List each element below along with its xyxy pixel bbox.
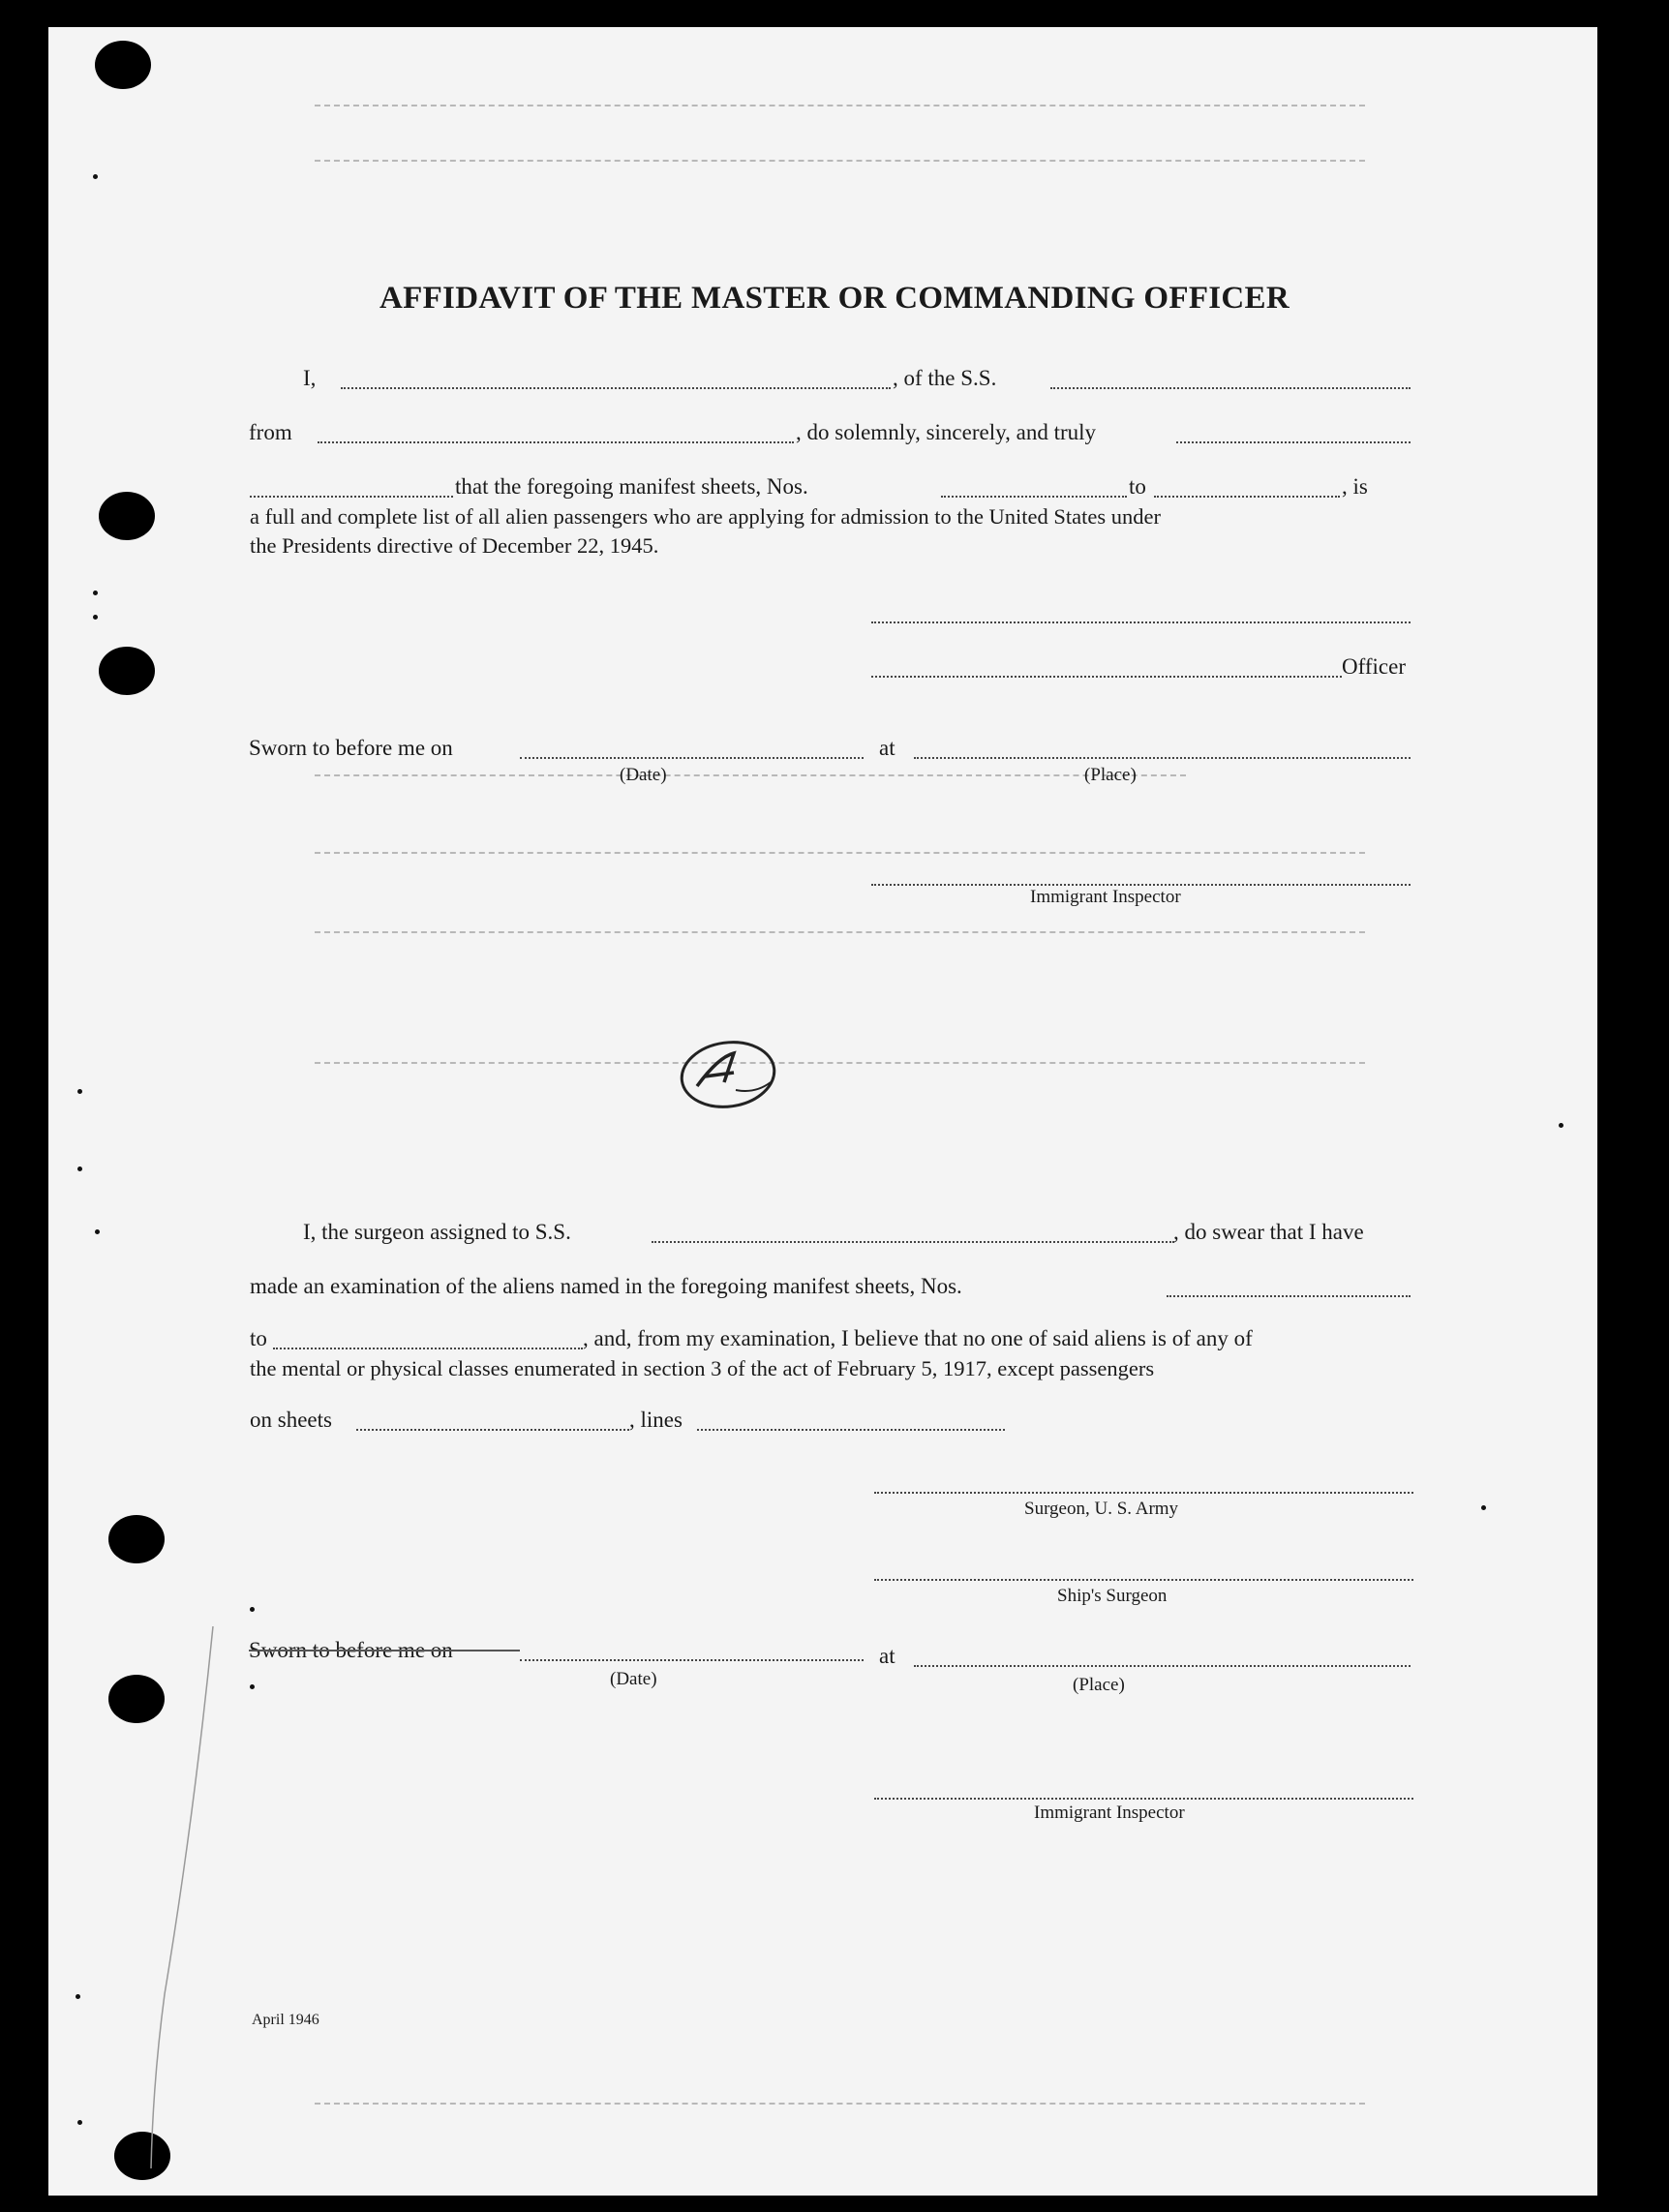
speck — [1481, 1505, 1486, 1510]
show-through-line — [315, 774, 1186, 776]
army-surgeon-label: Surgeon, U. S. Army — [1024, 1499, 1179, 1519]
speck — [77, 2120, 82, 2125]
show-through-line — [315, 931, 1365, 933]
sworn1-place-blank[interactable] — [914, 757, 1411, 759]
page-title: AFFIDAVIT OF THE MASTER OR COMMANDING OFFICER — [379, 281, 1290, 316]
speck — [93, 591, 98, 595]
show-through-line — [315, 105, 1365, 106]
show-through-line — [315, 160, 1365, 162]
circled-letter-text: A — [734, 1103, 736, 1105]
ship-surgeon-signature-blank[interactable] — [874, 1579, 1413, 1581]
speck — [77, 1167, 82, 1171]
show-through-line — [315, 852, 1365, 854]
master-line2-swear: , do solemnly, sincerely, and truly — [796, 420, 1097, 444]
punch-hole — [99, 492, 155, 540]
master-line1-i: I, — [303, 366, 317, 390]
speck — [76, 1994, 80, 1999]
sworn2-date-blank[interactable] — [520, 1659, 864, 1661]
manifest-to-blank[interactable] — [1154, 496, 1340, 498]
officer-label: Officer — [1342, 654, 1406, 679]
surgeon-line2: made an examination of the aliens named in the foregoing manifest sheets, Nos. — [250, 1274, 962, 1298]
master-line3-that: that the foregoing manifest sheets, Nos. — [455, 474, 808, 499]
torn-edge-mark — [145, 1626, 223, 2168]
punch-hole — [99, 647, 155, 695]
oath-verb-blank-2[interactable] — [250, 496, 453, 498]
sworn2-at: at — [879, 1644, 895, 1668]
surgeon-line5-sheets: on sheets — [250, 1408, 332, 1432]
sworn2-inspector-blank[interactable] — [874, 1798, 1413, 1800]
show-through-line — [315, 2103, 1365, 2105]
sworn2-place-label: (Place) — [1073, 1675, 1125, 1695]
surgeon-line1-b: , do swear that I have — [1173, 1220, 1364, 1244]
surgeon-line5-lines: , lines — [629, 1408, 683, 1432]
form-date: April 1946 — [252, 2012, 319, 2028]
port-blank[interactable] — [318, 441, 794, 443]
speck — [93, 615, 98, 620]
officer-signature-blank[interactable] — [871, 676, 1342, 678]
sworn1-inspector-label: Immigrant Inspector — [1030, 887, 1181, 907]
master-signature-blank[interactable] — [871, 621, 1411, 623]
sworn2-place-blank[interactable] — [914, 1665, 1411, 1667]
surgeon-ship-blank[interactable] — [652, 1241, 1174, 1243]
exception-sheets-blank[interactable] — [356, 1429, 629, 1431]
surgeon-line1-a: I, the surgeon assigned to S.S. — [303, 1220, 571, 1244]
surgeon-line4: the mental or physical classes enumerated in section 3 of the act of February 5, 1917, except passengers — [250, 1356, 1155, 1380]
strike-line — [249, 1650, 520, 1651]
surgeon-sheets-to-blank[interactable] — [273, 1348, 583, 1349]
army-surgeon-signature-blank[interactable] — [874, 1492, 1413, 1494]
ship-name-blank[interactable] — [1050, 387, 1411, 389]
speck — [250, 1607, 255, 1612]
speck — [95, 1229, 100, 1234]
master-line4: a full and complete list of all alien passengers who are applying for admission to the United States under — [250, 504, 1162, 529]
surgeon-sheets-blank[interactable] — [1167, 1295, 1411, 1297]
sworn1-inspector-blank[interactable] — [871, 884, 1411, 886]
sworn1-at: at — [879, 736, 895, 760]
master-line3-is: , is — [1342, 474, 1368, 499]
ship-surgeon-label: Ship's Surgeon — [1057, 1586, 1168, 1606]
speck — [93, 174, 98, 179]
speck — [1559, 1123, 1563, 1128]
sworn1-date-blank[interactable] — [520, 757, 864, 759]
document-page — [48, 27, 1597, 2196]
sworn2-label: Sworn to before me on — [249, 1638, 453, 1662]
sworn2-date-label: (Date) — [610, 1669, 657, 1689]
show-through-line — [315, 1062, 1365, 1064]
surgeon-line3-rest: , and, from my examination, I believe that no one of said aliens is of any of — [583, 1326, 1253, 1350]
master-line5: the Presidents directive of December 22, 1945. — [250, 533, 659, 558]
speck — [77, 1089, 82, 1094]
master-line2-from: from — [249, 420, 292, 444]
master-name-blank[interactable] — [341, 387, 891, 389]
punch-hole — [95, 41, 151, 89]
sworn1-place-label: (Place) — [1084, 765, 1137, 785]
master-line3-to: to — [1129, 474, 1146, 499]
manifest-from-blank[interactable] — [941, 496, 1127, 498]
sworn2-inspector-label: Immigrant Inspector — [1034, 1803, 1185, 1823]
exception-lines-blank[interactable] — [697, 1429, 1005, 1431]
sworn1-date-label: (Date) — [620, 765, 667, 785]
circled-letter-mark — [678, 1036, 784, 1113]
oath-verb-blank[interactable] — [1176, 441, 1411, 443]
master-line1-of: , of the S.S. — [893, 366, 997, 390]
speck — [250, 1684, 255, 1689]
punch-hole — [108, 1515, 165, 1563]
surgeon-line3-to: to — [250, 1326, 267, 1350]
sworn1-label: Sworn to before me on — [249, 736, 453, 760]
